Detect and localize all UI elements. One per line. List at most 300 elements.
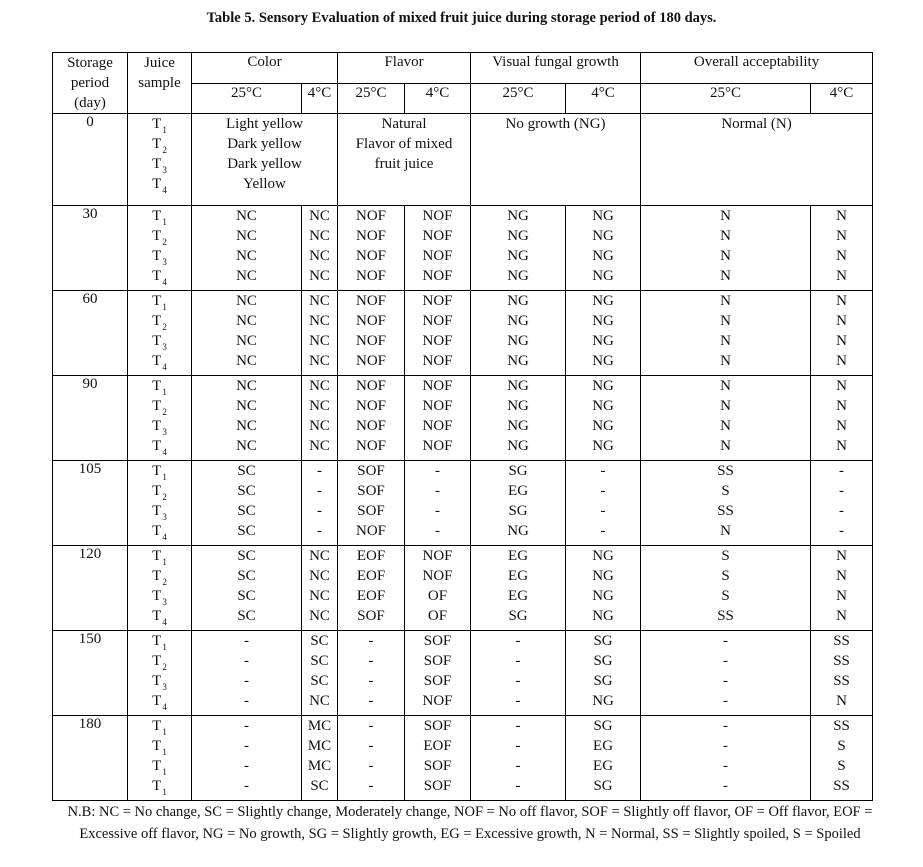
visual4-cell — [566, 716, 641, 801]
cell-value: SS — [833, 633, 850, 649]
sample-label: $T_2$ — [152, 228, 167, 247]
cell-value: SOF — [423, 718, 452, 734]
cell-value: - — [723, 778, 729, 794]
storage-period-cell: 105 — [53, 461, 128, 546]
cell-value: NOF — [356, 228, 387, 244]
visual25-cell — [471, 716, 566, 801]
cell-value: S — [721, 548, 730, 564]
color4-cell — [302, 716, 338, 801]
cell-value: - — [515, 693, 521, 709]
cell-value: NOF — [422, 548, 453, 564]
cell-value: SC — [310, 778, 329, 794]
cell-value: NC — [309, 208, 330, 224]
cell-value: N — [836, 548, 847, 564]
cell-value: - — [244, 653, 249, 669]
sample-label: $T_2$ — [152, 568, 167, 587]
cell-value: NOF — [422, 268, 453, 284]
cell-value: S — [721, 568, 730, 584]
header-overall-4c: 4°C — [811, 83, 873, 114]
cell-value: NC — [309, 378, 330, 394]
cell-value: - — [317, 523, 322, 539]
color4-cell — [302, 546, 338, 631]
cell-value: NG — [592, 248, 614, 264]
storage-period-cell: 150 — [53, 631, 128, 716]
flavor-value: fruit juice — [374, 156, 434, 172]
cell-value: NG — [507, 333, 529, 349]
cell-value: NG — [507, 293, 529, 309]
cell-value: - — [515, 718, 521, 734]
color25-cell — [192, 291, 302, 376]
sample-label: $T_4$ — [152, 438, 167, 457]
cell-value: - — [723, 693, 729, 709]
cell-value: EG — [508, 483, 529, 499]
overall25-cell — [641, 546, 811, 631]
table-row-day-180 — [53, 716, 873, 801]
day0-overall-cell — [641, 114, 873, 206]
flavor4-cell — [405, 291, 471, 376]
cell-value: NG — [592, 418, 614, 434]
overall25-cell — [641, 461, 811, 546]
cell-value: N — [720, 523, 731, 539]
cell-value: NOF — [356, 293, 387, 309]
cell-value: SC — [237, 568, 256, 584]
cell-value: NOF — [422, 693, 453, 709]
cell-value: NOF — [422, 313, 453, 329]
cell-value: NG — [592, 293, 614, 309]
cell-value: - — [435, 523, 441, 539]
cell-value: N — [720, 268, 731, 284]
cell-value: - — [244, 738, 249, 754]
cell-value: NG — [592, 333, 614, 349]
cell-value: NG — [592, 548, 614, 564]
cell-value: - — [515, 633, 521, 649]
cell-value: NOF — [422, 228, 453, 244]
cell-value: - — [839, 503, 845, 519]
cell-value: N — [836, 353, 847, 369]
color4-cell — [302, 291, 338, 376]
color-value: Light yellow — [225, 116, 304, 132]
sample-label: $T_2$ — [152, 136, 167, 155]
cell-value: SOF — [423, 758, 452, 774]
cell-value: SC — [310, 633, 329, 649]
cell-value: NG — [592, 568, 614, 584]
cell-value: NG — [592, 438, 614, 454]
cell-value: NG — [592, 608, 614, 624]
table-title: Table 5. Sensory Evaluation of mixed fruit juice during storage period of 180 days. — [206, 10, 717, 26]
flavor25-cell — [338, 631, 405, 716]
cell-value: MC — [307, 738, 332, 754]
cell-value: NC — [236, 378, 257, 394]
cell-value: SC — [237, 483, 256, 499]
color4-cell — [302, 206, 338, 291]
cell-value: NOF — [356, 313, 387, 329]
cell-value: N — [720, 248, 731, 264]
cell-value: SC — [237, 588, 256, 604]
cell-value: NG — [507, 248, 529, 264]
cell-value: - — [244, 693, 249, 709]
header-color-4c: 4°C — [302, 83, 338, 114]
overall25-cell — [641, 376, 811, 461]
cell-value: EG — [508, 568, 529, 584]
overall4-cell — [811, 716, 873, 801]
cell-value: SG — [593, 633, 613, 649]
cell-value: SG — [593, 718, 613, 734]
cell-value: SS — [717, 503, 734, 519]
juice-sample-cell — [128, 114, 192, 206]
cell-value: - — [368, 778, 374, 794]
cell-value: SOF — [357, 483, 385, 499]
cell-value: NG — [507, 418, 529, 434]
cell-value: SOF — [357, 608, 385, 624]
cell-value: - — [723, 738, 729, 754]
cell-value: - — [723, 758, 729, 774]
flavor4-cell — [405, 376, 471, 461]
sample-label: $T_1$ — [152, 378, 167, 397]
flavor25-cell — [338, 376, 405, 461]
cell-value: OF — [427, 608, 448, 624]
sample-label: $T_2$ — [152, 653, 167, 672]
cell-value: - — [515, 758, 521, 774]
sample-label: $T_1$ — [152, 718, 167, 737]
cell-value: SOF — [423, 673, 452, 689]
storage-period-cell: 180 — [53, 716, 128, 801]
cell-value: S — [837, 758, 846, 774]
overall4-cell — [811, 461, 873, 546]
cell-value: NG — [507, 438, 529, 454]
sample-label: $T_2$ — [152, 483, 167, 502]
cell-value: NC — [309, 228, 330, 244]
storage-period-cell: 60 — [53, 291, 128, 376]
color-value: Dark yellow — [227, 136, 302, 152]
cell-value: NC — [236, 208, 257, 224]
sample-label: $T_4$ — [152, 523, 167, 542]
header-overall-acceptability: Overall acceptability — [641, 53, 873, 84]
cell-value: N — [836, 568, 847, 584]
cell-value: NG — [592, 313, 614, 329]
cell-value: NC — [309, 293, 330, 309]
cell-value: SOF — [423, 653, 452, 669]
flavor-value: Natural — [381, 116, 427, 132]
table-row-day-105 — [53, 461, 873, 546]
cell-value: SS — [717, 463, 734, 479]
cell-value: EOF — [423, 738, 452, 754]
cell-value: - — [244, 718, 249, 734]
header-storage-period: Storage period (day) — [53, 53, 128, 114]
cell-value: - — [317, 483, 322, 499]
cell-value: NC — [236, 313, 257, 329]
cell-value: SS — [833, 653, 850, 669]
flavor25-cell — [338, 291, 405, 376]
juice-sample-cell — [128, 291, 192, 376]
header-visual-fungal-growth: Visual fungal growth — [471, 53, 641, 84]
table-row-day-30 — [53, 206, 873, 291]
cell-value: EOF — [356, 568, 386, 584]
color4-cell — [302, 631, 338, 716]
cell-value: NC — [309, 588, 330, 604]
flavor4-cell — [405, 631, 471, 716]
color25-cell — [192, 376, 302, 461]
sample-label: $T_4$ — [152, 693, 167, 712]
cell-value: N — [836, 418, 847, 434]
cell-value: NC — [309, 248, 330, 264]
header-visual-25c: 25°C — [471, 83, 566, 114]
cell-value: NOF — [422, 208, 453, 224]
cell-value: NOF — [356, 208, 387, 224]
cell-value: SOF — [423, 778, 452, 794]
cell-value: - — [515, 653, 521, 669]
cell-value: S — [837, 738, 846, 754]
cell-value: SS — [833, 718, 850, 734]
cell-value: NC — [309, 333, 330, 349]
table-row-day-150 — [53, 631, 873, 716]
footnote: N.B: NC = No change, SC = Slightly change, Moderately change, NOF = No off flavor, SOF = Slightly off flavor, OF = Off flavor, EOF = Excessive off flavor, NG = No growth, SG = Slightly growth, EG = Excessive growth, N = Normal, SS = Slightly spoiled, S = Spoiled — [67, 804, 873, 842]
cell-value: - — [600, 463, 606, 479]
sample-label: $T_1$ — [152, 116, 167, 135]
cell-value: N — [720, 353, 731, 369]
cell-value: NOF — [422, 293, 453, 309]
sample-label: $T_1$ — [152, 778, 167, 797]
header-overall-25c: 25°C — [641, 83, 811, 114]
cell-value: NG — [592, 588, 614, 604]
cell-value: - — [600, 503, 606, 519]
cell-value: NG — [592, 378, 614, 394]
cell-value: NOF — [422, 378, 453, 394]
flavor4-cell — [405, 206, 471, 291]
color-value: Yellow — [243, 176, 286, 192]
overall4-cell — [811, 546, 873, 631]
cell-value: N — [836, 208, 847, 224]
overall25-cell — [641, 291, 811, 376]
cell-value: NG — [507, 208, 529, 224]
juice-sample-cell — [128, 461, 192, 546]
cell-value: NOF — [422, 333, 453, 349]
cell-value: SG — [593, 778, 613, 794]
cell-value: - — [244, 758, 249, 774]
table-row-day-90 — [53, 376, 873, 461]
sample-label: $T_1$ — [152, 463, 167, 482]
cell-value: EG — [508, 588, 529, 604]
visual4-cell — [566, 631, 641, 716]
cell-value: N — [836, 438, 847, 454]
cell-value: N — [836, 268, 847, 284]
cell-value: NOF — [422, 568, 453, 584]
cell-value: - — [515, 778, 521, 794]
sample-label: $T_3$ — [152, 588, 167, 607]
header-color: Color — [192, 53, 338, 84]
color-value: Dark yellow — [227, 156, 302, 172]
cell-value: N — [720, 378, 731, 394]
visual4-cell — [566, 291, 641, 376]
flavor25-cell — [338, 206, 405, 291]
cell-value: NG — [592, 353, 614, 369]
cell-value: - — [368, 738, 374, 754]
overall-value: Normal (N) — [721, 116, 792, 132]
cell-value: SC — [237, 548, 256, 564]
cell-value: SOF — [357, 503, 385, 519]
cell-value: - — [839, 483, 845, 499]
table-row-day-0 — [53, 114, 873, 206]
visual4-cell — [566, 546, 641, 631]
cell-value: NG — [592, 693, 614, 709]
cell-value: MC — [307, 758, 332, 774]
flavor25-cell — [338, 461, 405, 546]
cell-value: N — [720, 293, 731, 309]
overall4-cell — [811, 291, 873, 376]
cell-value: NC — [309, 548, 330, 564]
cell-value: NC — [236, 398, 257, 414]
cell-value: EG — [593, 758, 614, 774]
cell-value: SOF — [423, 633, 452, 649]
cell-value: NOF — [356, 353, 387, 369]
cell-value: NG — [592, 398, 614, 414]
sample-label: $T_3$ — [152, 503, 167, 522]
cell-value: SC — [237, 523, 256, 539]
cell-value: - — [600, 523, 606, 539]
juice-sample-cell — [128, 546, 192, 631]
sensory-table — [52, 52, 873, 801]
header-juice-sample: Juice sample — [128, 53, 192, 114]
cell-value: NC — [309, 693, 330, 709]
cell-value: NOF — [422, 398, 453, 414]
overall25-cell — [641, 631, 811, 716]
color25-cell — [192, 716, 302, 801]
color4-cell — [302, 376, 338, 461]
cell-value: OF — [427, 588, 448, 604]
cell-value: N — [720, 228, 731, 244]
visual25-cell — [471, 631, 566, 716]
cell-value: NC — [309, 418, 330, 434]
cell-value: NOF — [356, 378, 387, 394]
visual25-cell — [471, 376, 566, 461]
cell-value: N — [836, 333, 847, 349]
cell-value: N — [836, 588, 847, 604]
cell-value: NOF — [356, 418, 387, 434]
visual25-cell — [471, 461, 566, 546]
juice-sample-cell — [128, 716, 192, 801]
cell-value: SS — [833, 673, 850, 689]
cell-value: NOF — [356, 398, 387, 414]
sample-label: $T_3$ — [152, 333, 167, 352]
cell-value: NG — [592, 208, 614, 224]
cell-value: NC — [236, 418, 257, 434]
cell-value: SOF — [357, 463, 385, 479]
cell-value: - — [435, 463, 441, 479]
storage-period-cell: 0 — [53, 114, 128, 206]
color25-cell — [192, 206, 302, 291]
cell-value: NC — [236, 228, 257, 244]
cell-value: NG — [507, 228, 529, 244]
cell-value: EG — [508, 548, 529, 564]
cell-value: - — [368, 718, 374, 734]
cell-value: N — [836, 378, 847, 394]
cell-value: N — [720, 333, 731, 349]
header-flavor-4c: 4°C — [405, 83, 471, 114]
cell-value: - — [839, 523, 845, 539]
cell-value: - — [839, 463, 845, 479]
storage-period-cell: 120 — [53, 546, 128, 631]
cell-value: N — [836, 228, 847, 244]
cell-value: NC — [236, 353, 257, 369]
header-flavor: Flavor — [338, 53, 471, 84]
cell-value: NOF — [356, 248, 387, 264]
cell-value: NG — [507, 398, 529, 414]
cell-value: - — [435, 483, 441, 499]
header-visual-4c: 4°C — [566, 83, 641, 114]
cell-value: SS — [717, 608, 734, 624]
cell-value: NC — [236, 333, 257, 349]
cell-value: NOF — [422, 248, 453, 264]
cell-value: NG — [507, 523, 529, 539]
cell-value: NOF — [422, 418, 453, 434]
cell-value: NOF — [356, 523, 387, 539]
cell-value: NOF — [422, 438, 453, 454]
sample-label: $T_4$ — [152, 353, 167, 372]
flavor25-cell — [338, 546, 405, 631]
cell-value: N — [836, 608, 847, 624]
cell-value: SG — [508, 503, 528, 519]
cell-value: NG — [592, 268, 614, 284]
sample-label: $T_1$ — [152, 738, 167, 757]
storage-period-cell: 90 — [53, 376, 128, 461]
cell-value: NC — [236, 268, 257, 284]
cell-value: - — [244, 673, 249, 689]
cell-value: NC — [236, 438, 257, 454]
cell-value: SG — [593, 653, 613, 669]
juice-sample-cell — [128, 206, 192, 291]
sample-label: $T_3$ — [152, 156, 167, 175]
header-color-25c: 25°C — [192, 83, 302, 114]
cell-value: N — [720, 398, 731, 414]
cell-value: N — [836, 293, 847, 309]
sample-label: $T_4$ — [152, 176, 167, 195]
cell-value: SC — [237, 503, 256, 519]
overall4-cell — [811, 376, 873, 461]
sample-label: $T_3$ — [152, 248, 167, 267]
cell-value: - — [368, 758, 374, 774]
color25-cell — [192, 546, 302, 631]
cell-value: NC — [236, 293, 257, 309]
cell-value: - — [317, 463, 322, 479]
cell-value: - — [515, 673, 521, 689]
day0-visual-cell — [471, 114, 641, 206]
sample-label: $T_1$ — [152, 633, 167, 652]
cell-value: NC — [309, 268, 330, 284]
header-flavor-25c: 25°C — [338, 83, 405, 114]
cell-value: NG — [507, 268, 529, 284]
cell-value: N — [836, 248, 847, 264]
flavor4-cell — [405, 546, 471, 631]
sample-label: $T_2$ — [152, 398, 167, 417]
sample-label: $T_1$ — [152, 758, 167, 777]
cell-value: NC — [309, 438, 330, 454]
sample-label: $T_3$ — [152, 673, 167, 692]
overall25-cell — [641, 716, 811, 801]
cell-value: NOF — [356, 333, 387, 349]
juice-sample-cell — [128, 631, 192, 716]
cell-value: SC — [237, 608, 256, 624]
cell-value: - — [600, 483, 606, 499]
visual25-cell — [471, 546, 566, 631]
cell-value: NC — [236, 248, 257, 264]
cell-value: NC — [309, 568, 330, 584]
visual25-cell — [471, 206, 566, 291]
cell-value: - — [723, 633, 729, 649]
cell-value: NOF — [356, 438, 387, 454]
cell-value: NOF — [422, 353, 453, 369]
cell-value: - — [244, 778, 249, 794]
cell-value: SC — [310, 653, 329, 669]
cell-value: NOF — [356, 268, 387, 284]
